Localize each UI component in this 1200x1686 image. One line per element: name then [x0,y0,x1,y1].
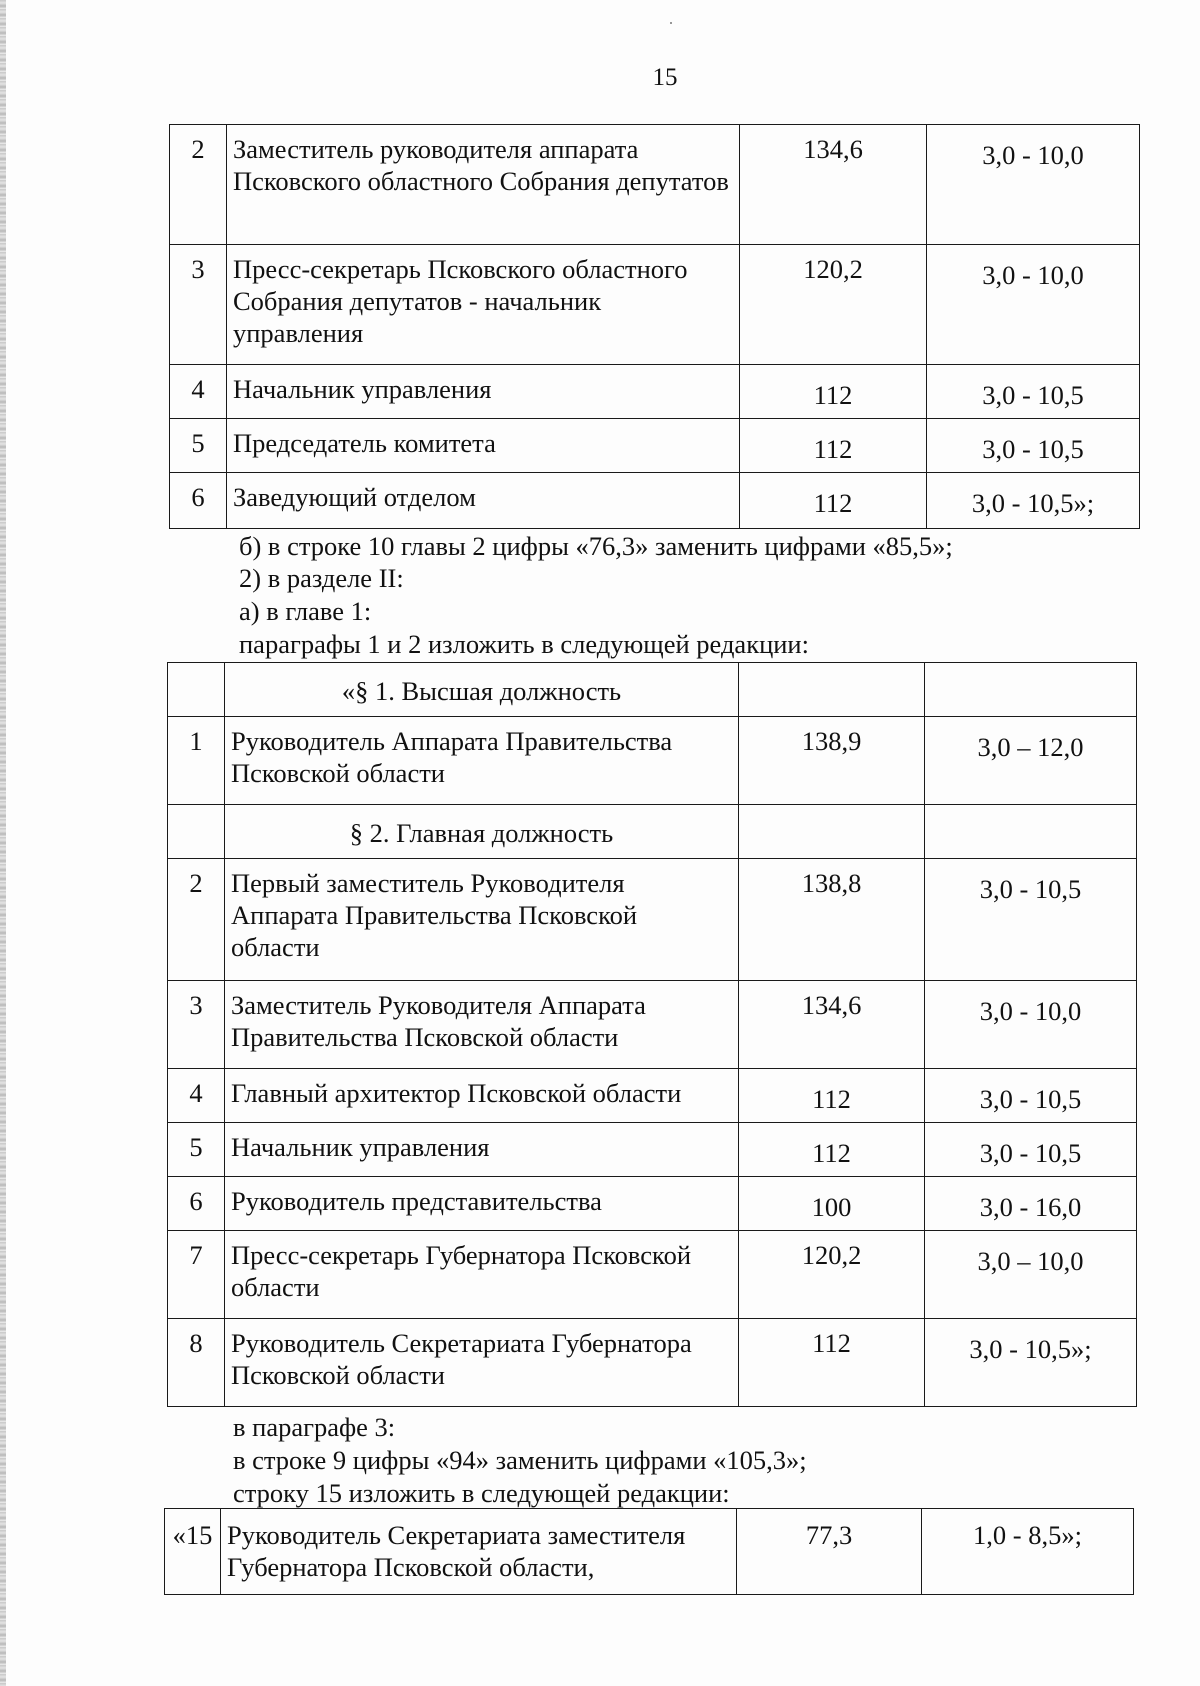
amendment-line: в параграфе 3: [233,1412,396,1442]
salary-value: 77,3 [737,1509,922,1595]
row-number: 7 [168,1231,225,1319]
amendment-line: 2) в разделе II: [239,563,404,593]
amendment-line: параграфы 1 и 2 изложить в следующей редакции: [239,629,809,659]
position-title: Начальник управления [227,365,740,419]
table-row [168,1231,1137,1319]
amendment-line: строку 15 изложить в следующей редакции: [233,1478,730,1508]
position-title: Начальник управления [225,1123,739,1177]
section-heading: «§ 1. Высшая должность [225,663,739,717]
section-heading: § 2. Главная должность [225,805,739,859]
table-row [170,419,1140,473]
table-row [170,365,1140,419]
coefficient-range: 3,0 - 10,5 [925,1069,1137,1123]
coefficient-range: 3,0 - 10,5 [925,859,1137,981]
coefficient-range: 3,0 - 10,5»; [927,473,1140,529]
row-number: 4 [170,365,227,419]
amendment-line: в строке 9 цифры «94» заменить цифрами «105,3»; [233,1445,807,1475]
coefficient-range: 3,0 – 12,0 [925,717,1137,805]
coefficient-range: 3,0 - 10,5»; [925,1319,1137,1407]
table-row-15 [164,1508,1134,1595]
coefficient-range: 1,0 - 8,5»; [922,1509,1134,1595]
table-positions [167,662,1137,1407]
row-number: 6 [168,1177,225,1231]
table-row [168,981,1137,1069]
coefficient-range: 3,0 – 10,0 [925,1231,1137,1319]
position-title: Руководитель Секретариата заместителя Губернатора Псковской области, [221,1509,737,1595]
salary-value: 134,6 [740,125,927,245]
section-heading-row [168,805,1137,859]
table-row [168,1319,1137,1407]
row-number: 8 [168,1319,225,1407]
coefficient-range: 3,0 - 10,0 [925,981,1137,1069]
table-row [168,859,1137,981]
salary-value: 112 [740,365,927,419]
amendment-line: б) в строке 10 главы 2 цифры «76,3» заменить цифрами «85,5»; [239,531,953,561]
scan-edge [0,0,6,1686]
coefficient-range: 3,0 - 10,5 [925,1123,1137,1177]
coefficient-range: 3,0 - 10,5 [927,419,1140,473]
row-number: 5 [170,419,227,473]
row-number: 2 [170,125,227,245]
scan-dot [670,22,672,24]
salary-value: 138,9 [739,717,925,805]
row-number: 2 [168,859,225,981]
coefficient-range: 3,0 - 16,0 [925,1177,1137,1231]
row-number: 3 [168,981,225,1069]
position-title: Первый заместитель Руководителя Аппарата Правительства Псковской области [225,859,739,981]
table-row [165,1509,1134,1595]
position-title: Заведующий отделом [227,473,740,529]
row-number: 6 [170,473,227,529]
salary-value: 134,6 [739,981,925,1069]
salary-value: 112 [740,473,927,529]
row-number: 5 [168,1123,225,1177]
amendment-line: а) в главе 1: [239,596,372,626]
coefficient-range: 3,0 - 10,5 [927,365,1140,419]
row-number: 4 [168,1069,225,1123]
position-title: Руководитель Секретариата Губернатора Псковской области [225,1319,739,1407]
row-number: 3 [170,245,227,365]
table-row [168,717,1137,805]
position-title: Руководитель Аппарата Правительства Псковской области [225,717,739,805]
salary-value: 112 [740,419,927,473]
row-number: «15 [165,1509,221,1595]
table-row [168,1123,1137,1177]
position-title: Заместитель руководителя аппарата Псковского областного Собрания депутатов [227,125,740,245]
salary-value: 112 [739,1123,925,1177]
table-row [170,473,1140,529]
position-title: Пресс-секретарь Губернатора Псковской области [225,1231,739,1319]
table-row [170,245,1140,365]
position-title: Главный архитектор Псковской области [225,1069,739,1123]
salary-value: 100 [739,1177,925,1231]
position-title: Руководитель представительства [225,1177,739,1231]
section-heading-row [168,663,1137,717]
salary-value: 138,8 [739,859,925,981]
position-title: Заместитель Руководителя Аппарата Правительства Псковской области [225,981,739,1069]
table-continuation [169,124,1140,529]
table-row [168,1069,1137,1123]
coefficient-range: 3,0 - 10,0 [927,125,1140,245]
salary-value: 112 [739,1319,925,1407]
salary-value: 120,2 [740,245,927,365]
page-number: 15 [652,64,678,91]
salary-value: 120,2 [739,1231,925,1319]
salary-value: 112 [739,1069,925,1123]
table-row [170,125,1140,245]
table-row [168,1177,1137,1231]
position-title: Пресс-секретарь Псковского областного Собрания депутатов - начальник управления [227,245,740,365]
position-title: Председатель комитета [227,419,740,473]
row-number: 1 [168,717,225,805]
coefficient-range: 3,0 - 10,0 [927,245,1140,365]
